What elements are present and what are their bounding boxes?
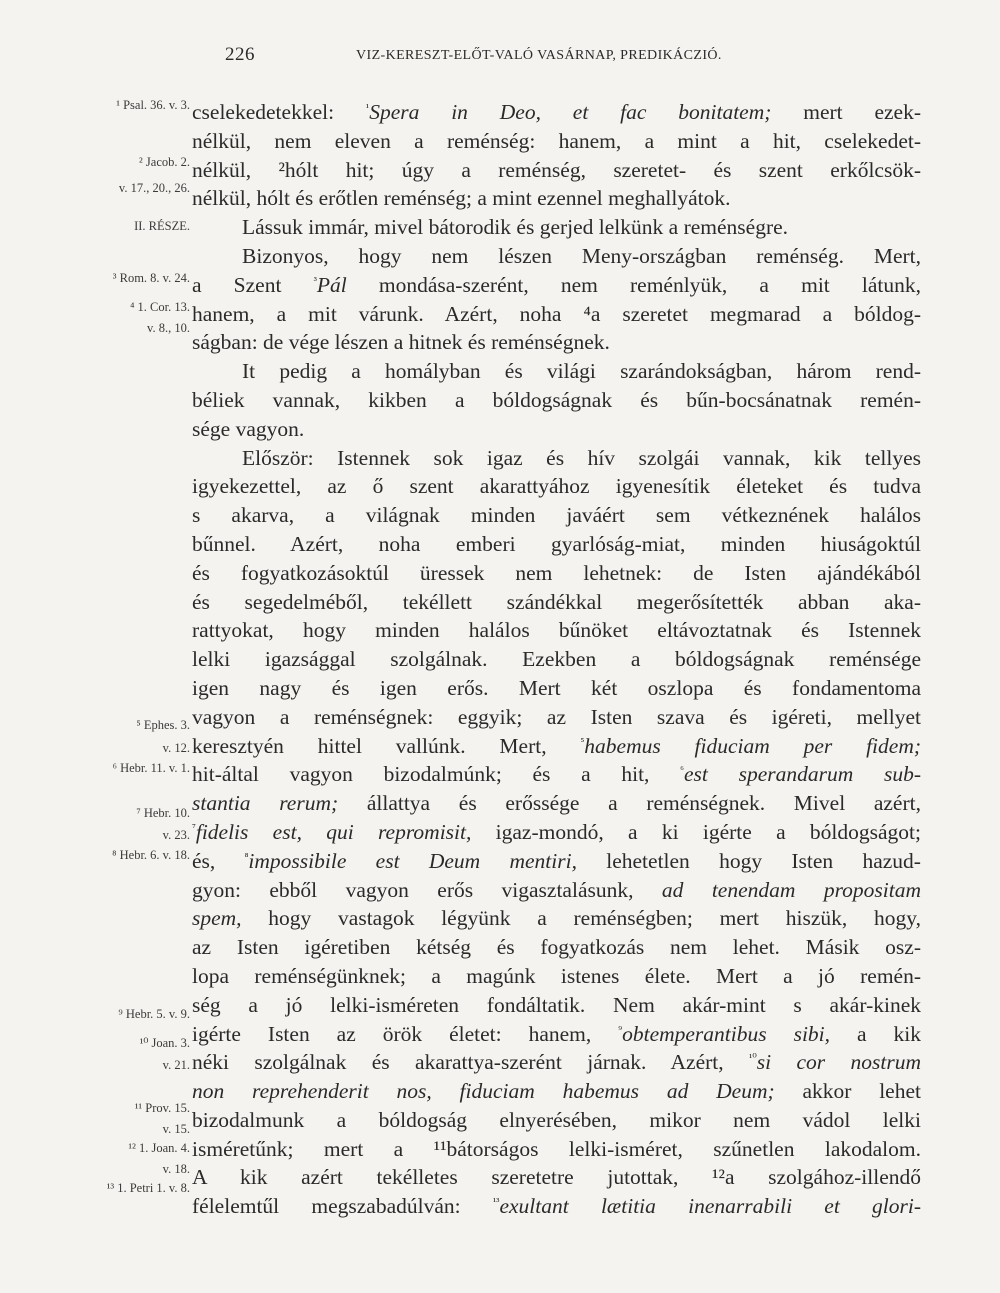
margin-note: ¹³ 1. Petri 1. v. 8. [106, 1181, 190, 1195]
text-line: ságban: de vége lészen a hitnek és reménségnek. [192, 330, 610, 355]
margin-note: ⁶ Hebr. 11. v. 1. [112, 761, 190, 775]
text-line: sége vagyon. [192, 416, 305, 441]
text-line: bizodalmunk a bóldogság elnyerésében, mikor nem vádol lelki [192, 1107, 921, 1132]
running-title: VIZ-KERESZT-ELŐT-VALÓ VASÁRNAP, PREDIKÁCZIÓ. [356, 48, 722, 63]
text-line: nélkül, nem eleven a reménség: hanem, a mint a hit, cselekedet- [192, 128, 921, 153]
text-line: lopa reménségünknek; a magúnk istenes élete. Mert a jó remén- [192, 963, 921, 988]
margin-note: ¹² 1. Joan. 4. [128, 1141, 190, 1155]
text-line: ség a jó lelki-isméreten fondáltatik. Nem akár-mint s akár-kinek [192, 992, 921, 1017]
margin-note: ³ Rom. 8. v. 24. [112, 271, 190, 285]
text-line: igérte Isten az örök életet: hanem, $^{^9}$obtemperantibus sibi, a kik [192, 1021, 921, 1046]
margin-note: v. 23. [162, 828, 190, 842]
text-line: a Szent $^{^3}$Pál mondása-szerént, nem reménlyük, a mit látunk, [192, 272, 921, 297]
text-line: stantia rerum; állattya és erőssége a reménségnek. Mivel azért, [192, 791, 921, 816]
text-line: félelemtűl megszabadúlván: $^{^{13}}$exultant lætitia inenarrabili et glori- [192, 1194, 921, 1219]
text-line: It pedig a homályban és világi szarándokságban, három rend- [242, 359, 921, 384]
text-line: non reprehenderit nos, fiduciam habemus ad Deum; akkor lehet [192, 1079, 921, 1104]
text-line: béliek vannak, kikben a bóldogságnak és bűn-bocsánatnak remén- [192, 387, 921, 412]
text-line: $^{^7}$fidelis est, qui repromisit, igaz-mondó, a ki igérte a bóldogságot; [192, 819, 921, 844]
text-line: és segedelméből, tekéllett szándékkal megerősítették abban aka- [192, 589, 921, 614]
text-line: gyon: ebből vagyon erős vigasztalásunk, ad tenendam propositam [192, 877, 921, 902]
margin-note: v. 12. [162, 741, 190, 755]
margin-note: v. 15. [162, 1122, 190, 1136]
text-line: s akarva, a világnak minden javáért sem vétkeznének halálos [192, 503, 921, 528]
text-line: cselekedetekkel: $^{^1}$Spera in Deo, et fac bonitatem; mert ezek- [192, 100, 921, 124]
page-number: 226 [225, 44, 255, 65]
margin-note: v. 17., 20., 26. [118, 181, 190, 195]
margin-note: ⁹ Hebr. 5. v. 9. [118, 1007, 190, 1021]
text-line: Bizonyos, hogy nem lészen Meny-országban reménség. Mert, [242, 243, 921, 268]
text-line: isméretűnk; mert a ¹¹bátorságos lelki-isméret, szűnetlen lakodalom. [192, 1136, 921, 1161]
text-line: Lássuk immár, mivel bátorodik és gerjed lelkünk a reménségre. [242, 215, 789, 240]
margin-note: II. RÉSZE. [134, 219, 190, 233]
margin-note: ⁸ Hebr. 6. v. 18. [112, 848, 190, 862]
running-header [0, 44, 1000, 74]
text-line: hanem, a mit várunk. Azért, noha ⁴a szeretet megmarad a bóldog- [192, 301, 921, 326]
margin-note: v. 21. [162, 1058, 190, 1072]
margin-note: ² Jacob. 2. [139, 155, 190, 169]
text-line: az Isten igéretiben kétség és fogyatkozás nem lehet. Másik osz- [192, 935, 921, 960]
text-line: igyekezettel, az ő szent akarattyához igyenesítik életeket és tudva [192, 474, 921, 499]
body-text [192, 98, 921, 1221]
margin-note: ⁷ Hebr. 10. [136, 806, 190, 820]
margin-note: ⁵ Ephes. 3. [136, 718, 190, 732]
text-line: hit-által vagyon bizodalmúnk; és a hit, $^{^6}$est sperandarum sub- [192, 762, 921, 787]
margin-note: v. 8., 10. [147, 321, 190, 335]
text-line: vagyon a reménségnek: eggyik; az Isten szava és igéreti, mellyet [192, 704, 921, 729]
text-line: és fogyatkozásoktúl üressek nem lehetnek: de Isten ajándékából [192, 560, 921, 585]
text-line: spem, hogy vastagok légyünk a reménségben; mert hiszük, hogy, [192, 906, 921, 931]
margin-note: ⁴ 1. Cor. 13. [130, 300, 190, 314]
text-line: néki szolgálnak és akarattya-szerént járnak. Azért, $^{^{10}}$si cor nostrum [192, 1050, 921, 1075]
margin-note: ¹ Psal. 36. v. 3. [116, 98, 190, 112]
text-line: A kik azért tekélletes szeretetre jutottak, ¹²a szolgához-illendő [192, 1165, 921, 1190]
text-line: bűnnel. Azért, noha emberi gyarlóság-miat, minden hiuságoktúl [192, 531, 921, 556]
text-line: igen nagy és igen erős. Mert két oszlopa és fondamentoma [192, 675, 921, 700]
text-line: nélkül, ²hólt hit; úgy a reménség, szeretet- és szent erkőlcsök- [192, 157, 921, 182]
margin-note: ¹⁰ Joan. 3. [139, 1036, 190, 1050]
text-line: lelki igazsággal szolgálnak. Ezekben a bóldogságnak reménsége [192, 647, 921, 672]
text-line: rattyokat, hogy minden halálos bűnöket eltávoztatnak és Istennek [192, 618, 921, 643]
text-line: Először: Istennek sok igaz és hív szolgái vannak, kik tellyes [242, 445, 921, 470]
margin-note: ¹¹ Prov. 15. [134, 1101, 190, 1115]
text-line: keresztyén hittel vallúnk. Mert, $^{^5}$habemus fiduciam per fidem; [192, 733, 921, 758]
text-line: és, $^{^8}$impossibile est Deum mentiri, lehetetlen hogy Isten hazud- [192, 848, 921, 873]
text-line: nélkül, hólt és erőtlen reménség; a mint ezennel meghallyátok. [192, 186, 731, 211]
margin-note: v. 18. [162, 1162, 190, 1176]
